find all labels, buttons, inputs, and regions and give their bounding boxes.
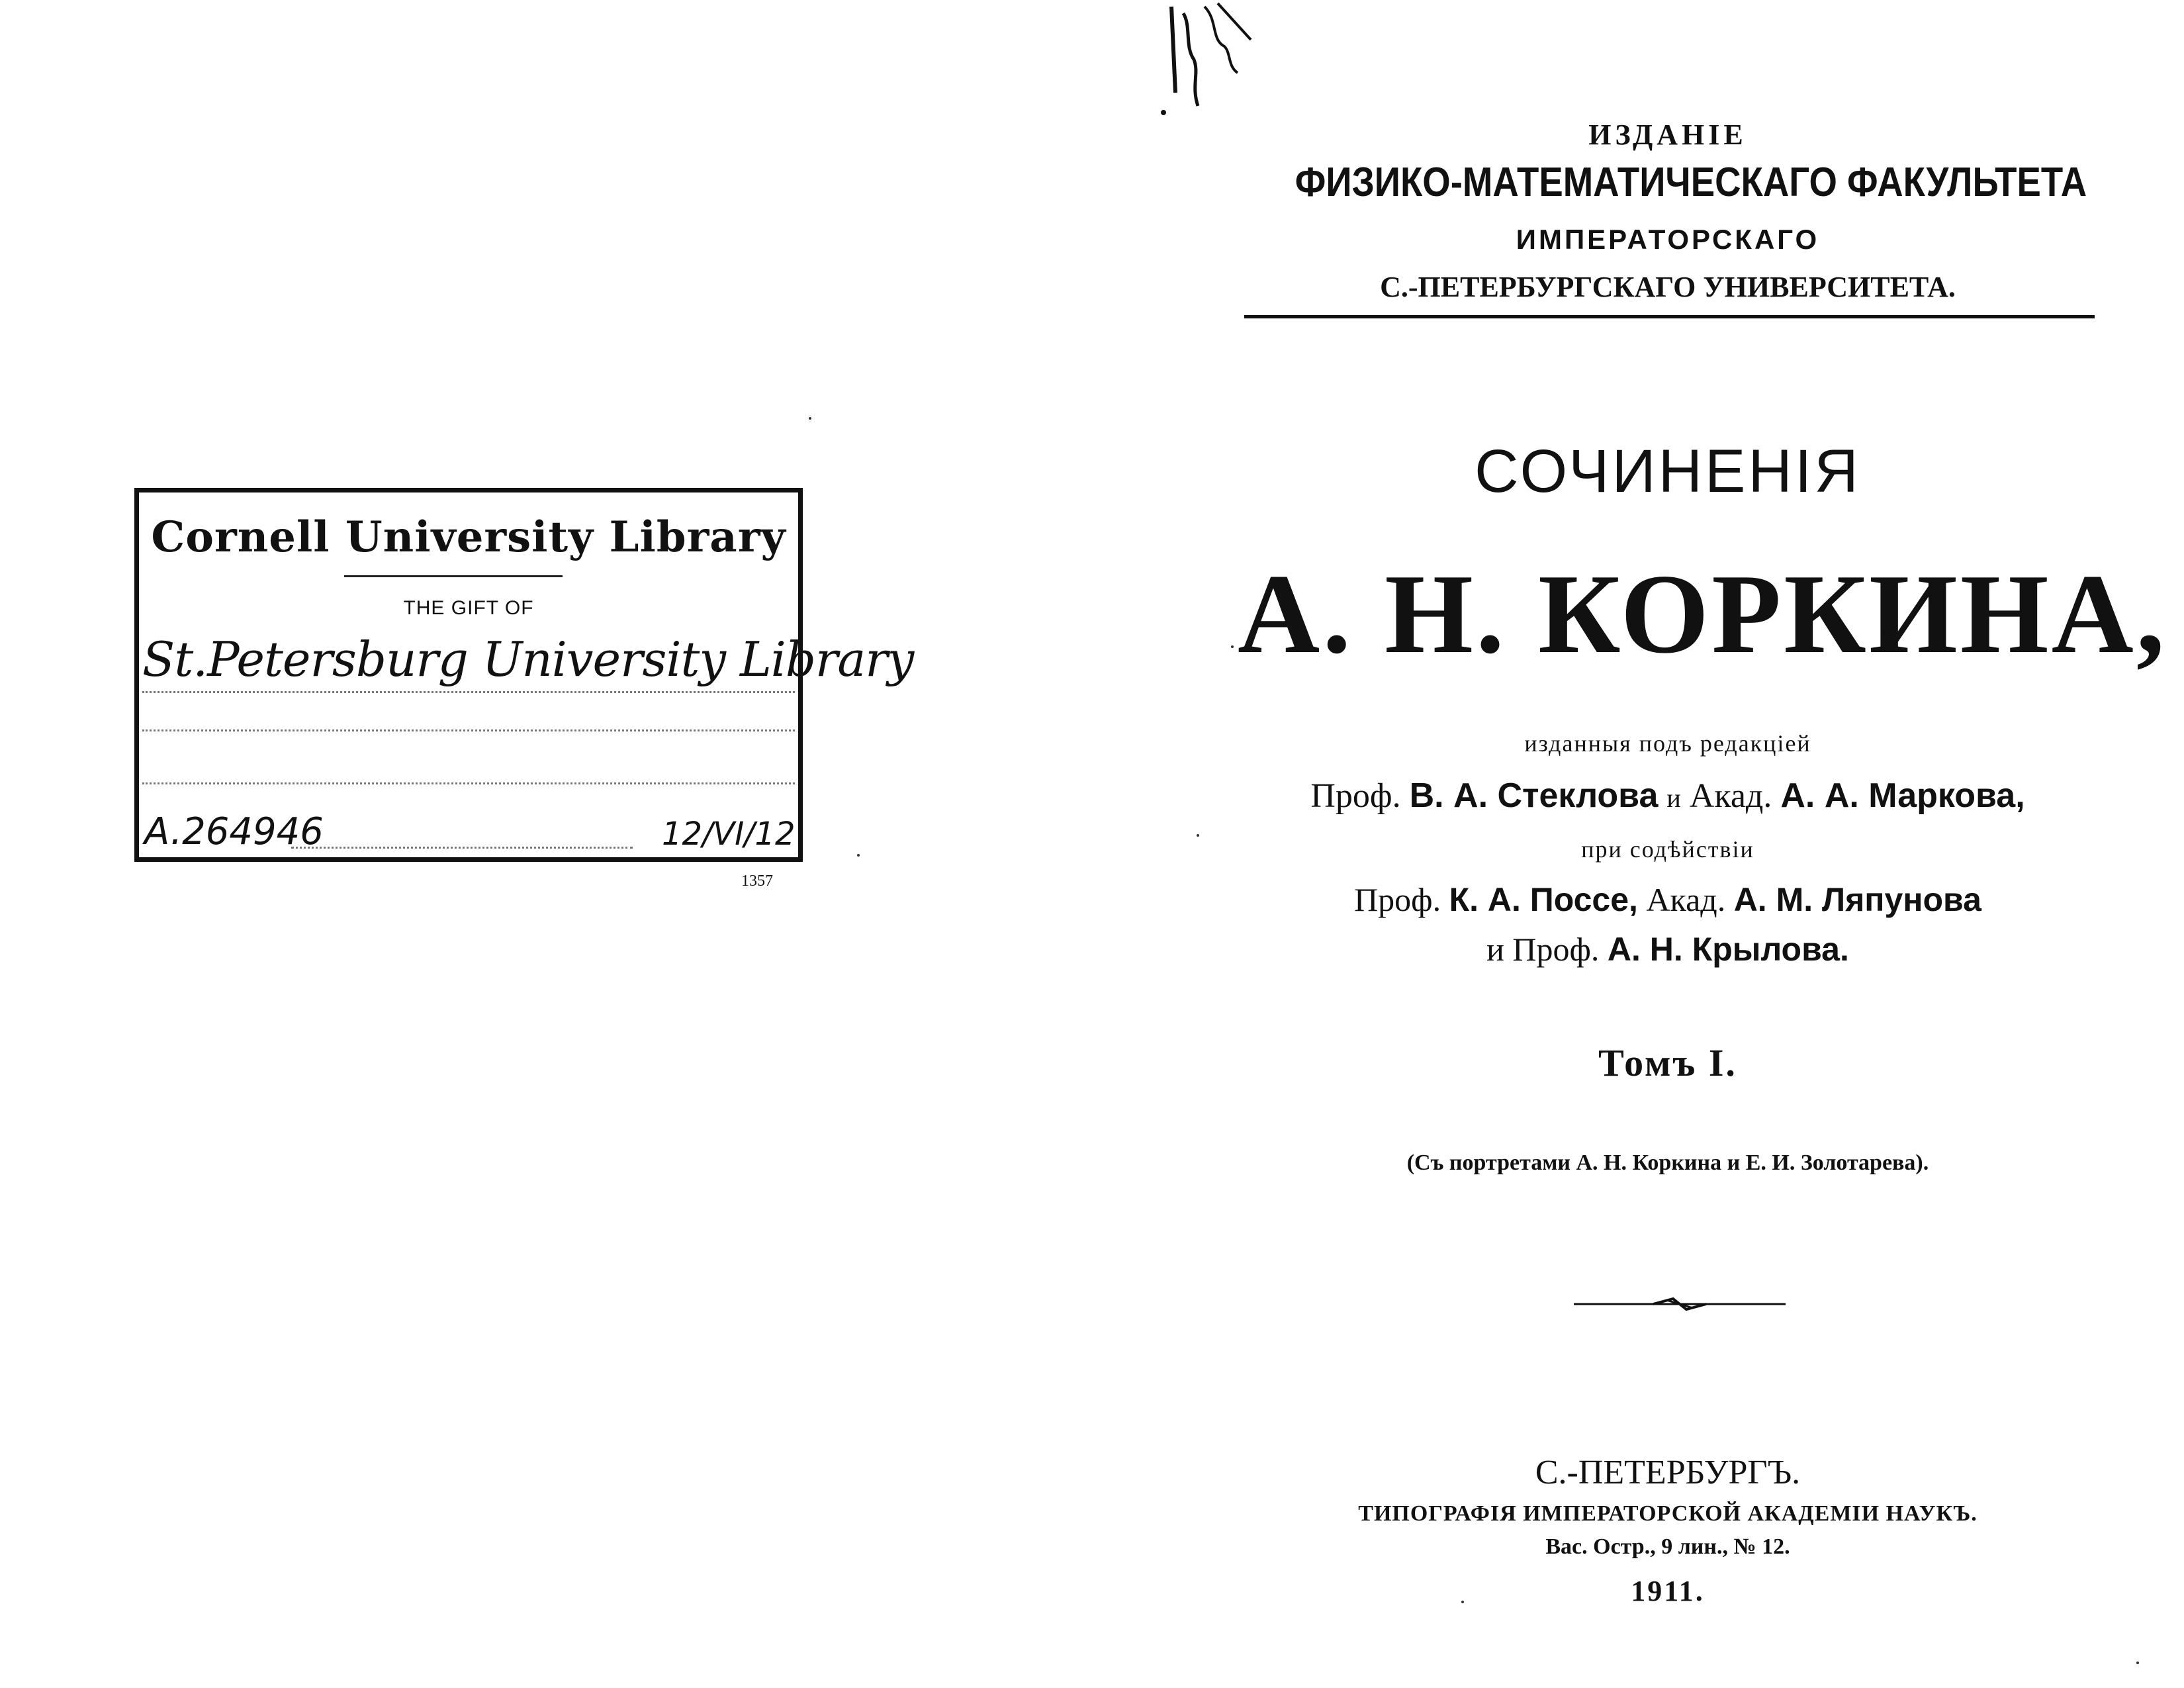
assistant3-conjunction: и: [1486, 931, 1504, 968]
bookplate-divider: [344, 575, 563, 577]
bookplate-dotted-line: [291, 847, 633, 849]
header-rule: [1244, 315, 2095, 318]
publisher-faculty: ФИЗИКО-МАТЕМАТИЧЕСКАГО ФАКУЛЬТЕТА: [1295, 160, 2087, 205]
ornament-divider-icon: [1574, 1291, 1786, 1317]
bookplate-plate-number: 1357: [741, 872, 773, 890]
editor1-title: Проф.: [1310, 777, 1401, 815]
bookplate-library-name: Cornell University Library: [151, 512, 786, 562]
imprint-year: 1911.: [1631, 1575, 1705, 1607]
author-name: А. Н. КОРКИНА,: [1238, 551, 2167, 677]
bookplate-date: 12/VI/12: [662, 816, 796, 853]
assistants-line1: [1244, 880, 2091, 919]
assistant2-title: Акад.: [1646, 881, 1726, 918]
editors-line: [1244, 776, 2091, 816]
assistant1-title: Проф.: [1354, 881, 1441, 918]
bookplate-accession-number: A.264946: [144, 810, 324, 853]
publisher-imperial: ИМПЕРАТОРСКАГО: [1516, 224, 1820, 255]
editor2-name: А. А. Маркова,: [1780, 776, 2025, 815]
publisher-edition-label: ИЗДАНІЕ: [1588, 118, 1747, 151]
imprint-city: С.-ПЕТЕРБУРГЪ.: [1535, 1454, 1801, 1491]
bookplate-donor: St.Petersburg University Library: [142, 632, 914, 687]
assistants-line2: [1244, 930, 2091, 968]
scan-speck: [857, 854, 860, 857]
scan-speck: [1461, 1601, 1464, 1603]
scan-speck: [2136, 1662, 2139, 1664]
scan-speck: [809, 417, 811, 420]
imprint-printer: ТИПОГРАФІЯ ИМПЕРАТОРСКОЙ АКАДЕМІИ НАУКЪ.: [1358, 1501, 1978, 1526]
scan-speck: [1231, 645, 1234, 648]
library-bookplate: [134, 488, 914, 862]
assistant2-name: А. М. Ляпунова: [1733, 881, 1981, 918]
editors-conjunction: и: [1666, 783, 1681, 813]
assistant3-title: Проф.: [1512, 931, 1600, 968]
assistance-label: при содѣйствіи: [1581, 836, 1754, 863]
imprint-address: Вас. Остр., 9 лин., № 12.: [1545, 1534, 1790, 1559]
bookplate-dotted-line: [142, 729, 795, 731]
editor2-title: Акад.: [1689, 777, 1772, 815]
assistant1-name: К. А. Поссе,: [1449, 881, 1638, 918]
bookplate-gift-label: THE GIFT OF: [403, 597, 534, 619]
bookplate-dotted-line: [142, 782, 795, 784]
assistant3-name: А. Н. Крылова.: [1607, 931, 1849, 968]
portraits-note: (Съ портретами А. Н. Коркина и Е. И. Золотарева).: [1406, 1150, 1929, 1175]
works-label: СОЧИНЕНІЯ: [1475, 438, 1861, 505]
scan-speck: [1197, 834, 1199, 837]
bookplate-dotted-line: [142, 691, 795, 693]
handwritten-stamp-mark: [1152, 0, 1271, 126]
editor1-name: В. А. Стеклова: [1409, 776, 1659, 815]
volume-label: Томъ I.: [1598, 1041, 1737, 1084]
publisher-university: С.-ПЕТЕРБУРГСКАГО УНИВЕРСИТЕТА.: [1380, 271, 1956, 303]
edited-by-label: изданныя подъ редакціей: [1524, 730, 1811, 757]
